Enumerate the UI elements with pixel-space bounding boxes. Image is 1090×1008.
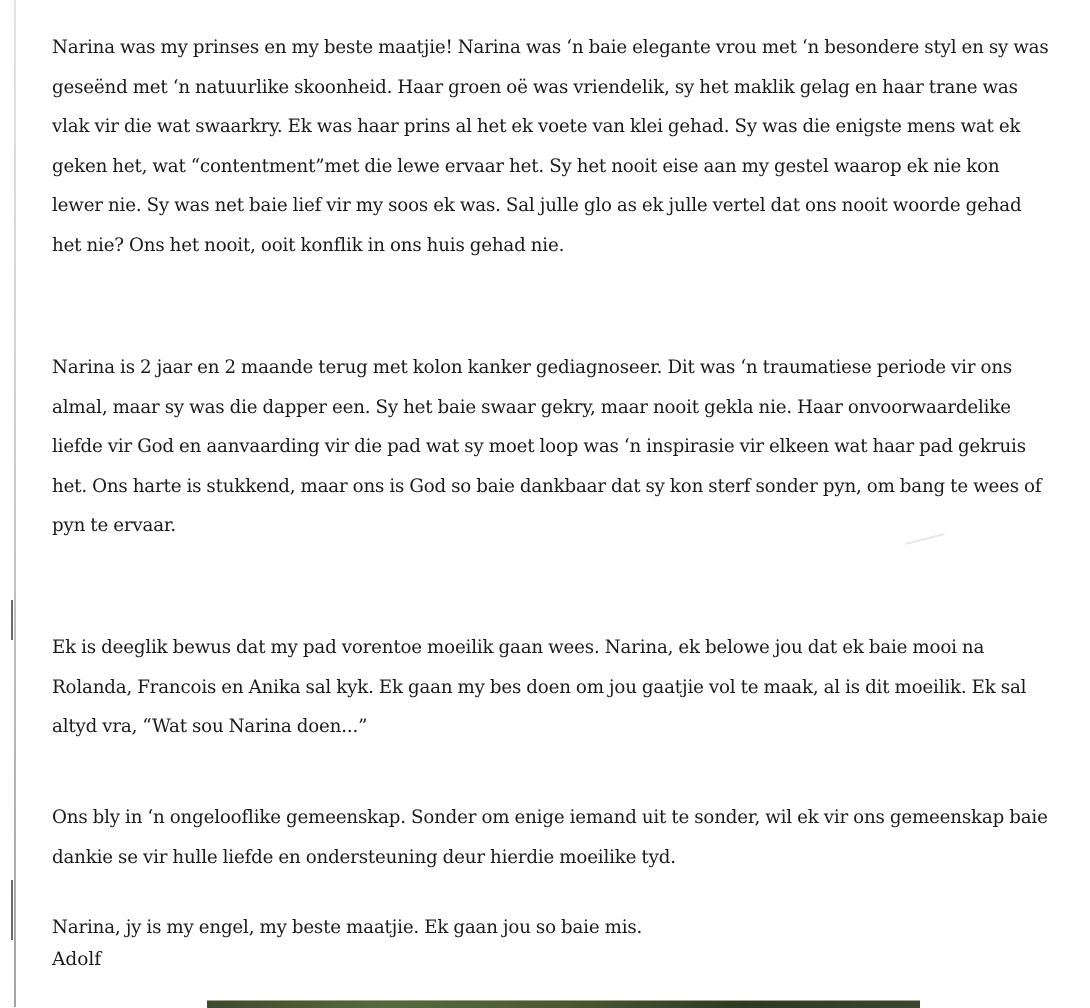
paragraph-promise: Ek is deeglik bewus dat my pad vorentoe moeilik gaan wees. Narina, ek belowe jou dat ek baie mooi na Rolanda, Francois en Anika sal kyk. Ek gaan my bes doen om jou gaatjie vol te maak, al is dit moeilik. Ek sal altyd vra, “Wat sou Narina doen...” xyxy=(52,637,1027,737)
page-edge-mark xyxy=(11,880,13,940)
paragraph-tribute: Narina was my prinses en my beste maatjie! Narina was ‘n baie elegante vrou met ‘n besondere styl en sy was geseënd met ‘n natuurlike skoonheid. Haar groen oë was vriendelik, sy het maklik gelag en haar trane was vlak vir die wat swaarkry. Ek was haar prins al het ek voete van klei gehad. Sy was die enigste mens wat ek geken het, wat “contentment”met die lewe ervaar het. Sy het nooit eise aan my gestel waarop ek nie kon lewer nie. Sy was net baie lief vir my soos ek was. Sal julle glo as ek julle vertel dat ons nooit woorde gehad het nie? Ons het nooit, ooit konflik in ons huis gehad nie. xyxy=(52,37,1049,256)
page-binding-edge xyxy=(14,0,16,1007)
page-edge-mark xyxy=(11,600,13,640)
paragraph-farewell: Narina, jy is my engel, my beste maatjie. Ek gaan jou so baie mis. xyxy=(52,917,643,938)
paragraph-diagnosis: Narina is 2 jaar en 2 maande terug met kolon kanker gediagnoseer. Dit was ‘n traumatiese periode vir ons almal, maar sy was die dapper een. Sy het baie swaar gekry, maar nooit gekla nie. Haar onvoorwaardelike liefde vir God en aanvaarding vir die pad wat sy moet loop was ‘n inspirasie vir elkeen wat haar pad gekruis het. Ons harte is stukkend, maar ons is God so baie dankbaar dat sy kon sterf sonder pyn, om bang te wees of pyn te ervaar. xyxy=(52,357,1042,536)
paragraph-community: Ons bly in ‘n ongelooflike gemeenskap. Sonder om enige iemand uit te sonder, wil ek vir ons gemeenskap baie dankie se vir hulle liefde en ondersteuning deur hierdie moeilike tyd. xyxy=(52,807,1048,868)
signature: Adolf xyxy=(52,949,102,970)
